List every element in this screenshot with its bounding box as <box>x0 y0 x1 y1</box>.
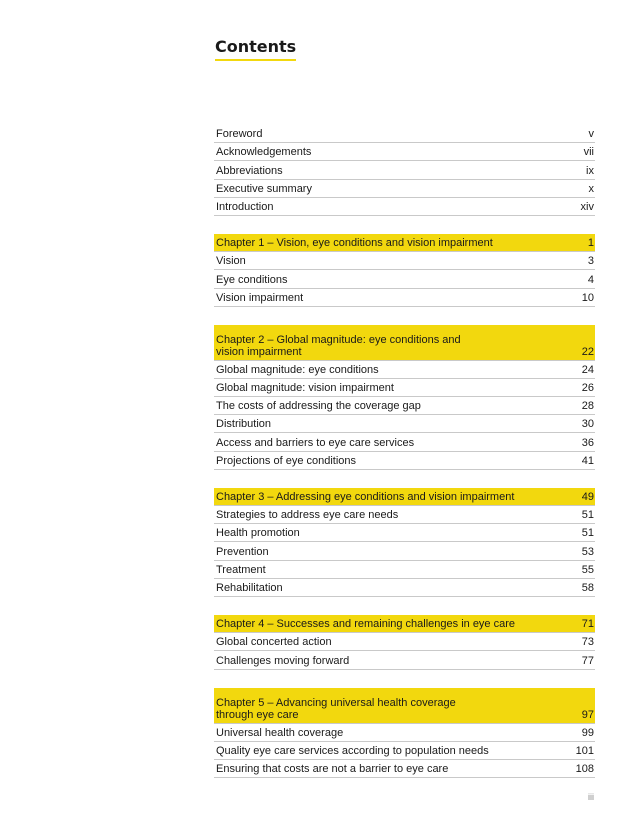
toc-entry-label: Global concerted action <box>216 636 332 649</box>
toc-entry-page: x <box>588 182 594 195</box>
toc-entry-label: The costs of addressing the coverage gap <box>216 400 421 413</box>
toc-entry-label: Vision impairment <box>216 291 304 304</box>
section-spacer <box>214 597 595 615</box>
toc-entry-page: 55 <box>581 563 594 576</box>
toc-entry-label: Quality eye care services according to population needs <box>216 744 489 757</box>
toc-entry[interactable] <box>214 760 595 778</box>
toc-entry-page: 99 <box>581 726 594 739</box>
toc-entry[interactable] <box>214 379 595 397</box>
toc-entry[interactable] <box>214 361 595 379</box>
toc-entry-page: 73 <box>581 636 594 649</box>
toc-entry-label: Global magnitude: eye conditions <box>216 363 379 376</box>
toc-entry-page: 97 <box>581 708 594 721</box>
toc-entry[interactable] <box>214 579 595 597</box>
toc-entry-page: 49 <box>581 491 594 503</box>
section-spacer <box>214 307 595 325</box>
toc-entry-label: Vision <box>216 255 246 268</box>
toc-chapter-entry[interactable] <box>214 234 595 252</box>
toc-entry-label: Chapter 3 – Addressing eye conditions and vision impairment <box>216 491 515 503</box>
toc-entry[interactable] <box>214 561 595 579</box>
toc-entry-label: Introduction <box>216 200 274 213</box>
toc-entry-page: 1 <box>587 237 594 250</box>
toc-entry-page: 51 <box>581 509 594 522</box>
toc-entry[interactable] <box>214 180 595 198</box>
toc-entry[interactable] <box>214 542 595 560</box>
toc-entry-label: Foreword <box>216 128 263 141</box>
toc-entry-page: 53 <box>581 545 594 558</box>
toc-entry-page: 3 <box>587 255 594 268</box>
toc-entry-label: Universal health coverage <box>216 726 344 739</box>
section-spacer <box>214 216 595 234</box>
toc-entry-label: Executive summary <box>216 182 312 195</box>
toc-chapter-entry[interactable] <box>214 615 595 633</box>
section-spacer <box>214 470 595 488</box>
toc-entry-label: Prevention <box>216 545 269 558</box>
toc-entry[interactable] <box>214 506 595 524</box>
toc-entry-label: Chapter 5 – Advancing universal health coverage through eye care <box>216 696 456 721</box>
toc-entry[interactable] <box>214 742 595 760</box>
toc-entry-page: 71 <box>581 618 594 631</box>
toc-entry-page: 24 <box>581 363 594 376</box>
toc-entry-label: Chapter 1 – Vision, eye conditions and vision impairment <box>216 237 493 250</box>
toc-entry[interactable] <box>214 415 595 433</box>
toc-entry[interactable] <box>214 125 595 143</box>
toc-entry-page: 22 <box>581 345 594 358</box>
toc-entry-page: xiv <box>580 200 594 213</box>
toc-entry[interactable] <box>214 651 595 669</box>
toc-entry-page: 41 <box>581 454 594 467</box>
toc-entry-label: Global magnitude: vision impairment <box>216 382 394 395</box>
toc-entry[interactable] <box>214 143 595 161</box>
toc-entry-page: 28 <box>581 400 594 413</box>
toc-entry[interactable] <box>214 433 595 451</box>
toc-entry-page: 4 <box>587 273 594 286</box>
toc-entry-page: vii <box>583 146 594 159</box>
toc-entry-label: Chapter 2 – Global magnitude: eye conditions and vision impairment <box>216 333 461 358</box>
toc-entry-page: ix <box>586 164 594 177</box>
table-of-contents <box>214 125 595 778</box>
toc-chapter-entry[interactable] <box>214 688 595 724</box>
page-title: Contents <box>215 38 296 61</box>
toc-entry-page: 51 <box>581 527 594 540</box>
toc-entry-label: Ensuring that costs are not a barrier to eye care <box>216 763 449 776</box>
toc-entry[interactable] <box>214 724 595 742</box>
toc-entry-label: Acknowledgements <box>216 146 312 159</box>
page-number: iii <box>588 792 594 802</box>
toc-entry[interactable] <box>214 452 595 470</box>
toc-entry[interactable] <box>214 524 595 542</box>
toc-chapter-entry[interactable] <box>214 488 595 506</box>
toc-entry[interactable] <box>214 252 595 270</box>
toc-entry[interactable] <box>214 161 595 179</box>
toc-entry-page: v <box>588 128 594 141</box>
section-spacer <box>214 670 595 688</box>
toc-entry-page: 101 <box>575 744 594 757</box>
toc-entry[interactable] <box>214 633 595 651</box>
toc-chapter-entry[interactable] <box>214 325 595 361</box>
toc-entry-label: Chapter 4 – Successes and remaining challenges in eye care <box>216 618 516 631</box>
toc-entry-label: Health promotion <box>216 527 300 540</box>
toc-entry[interactable] <box>214 397 595 415</box>
toc-entry-label: Challenges moving forward <box>216 654 350 667</box>
toc-entry-label: Treatment <box>216 563 266 576</box>
toc-entry-page: 58 <box>581 581 594 594</box>
toc-entry-label: Eye conditions <box>216 273 288 286</box>
toc-entry-label: Strategies to address eye care needs <box>216 509 399 522</box>
toc-entry-label: Projections of eye conditions <box>216 454 357 467</box>
toc-entry-page: 26 <box>581 382 594 395</box>
toc-entry[interactable] <box>214 198 595 216</box>
toc-entry-label: Rehabilitation <box>216 581 283 594</box>
toc-entry-label: Distribution <box>216 418 272 431</box>
toc-entry-label: Access and barriers to eye care services <box>216 436 415 449</box>
toc-entry-label: Abbreviations <box>216 164 283 177</box>
toc-entry-page: 30 <box>581 418 594 431</box>
toc-entry-page: 108 <box>575 763 594 776</box>
toc-entry-page: 77 <box>581 654 594 667</box>
toc-entry-page: 10 <box>581 291 594 304</box>
toc-entry-page: 36 <box>581 436 594 449</box>
toc-entry[interactable] <box>214 289 595 307</box>
toc-entry[interactable] <box>214 270 595 288</box>
